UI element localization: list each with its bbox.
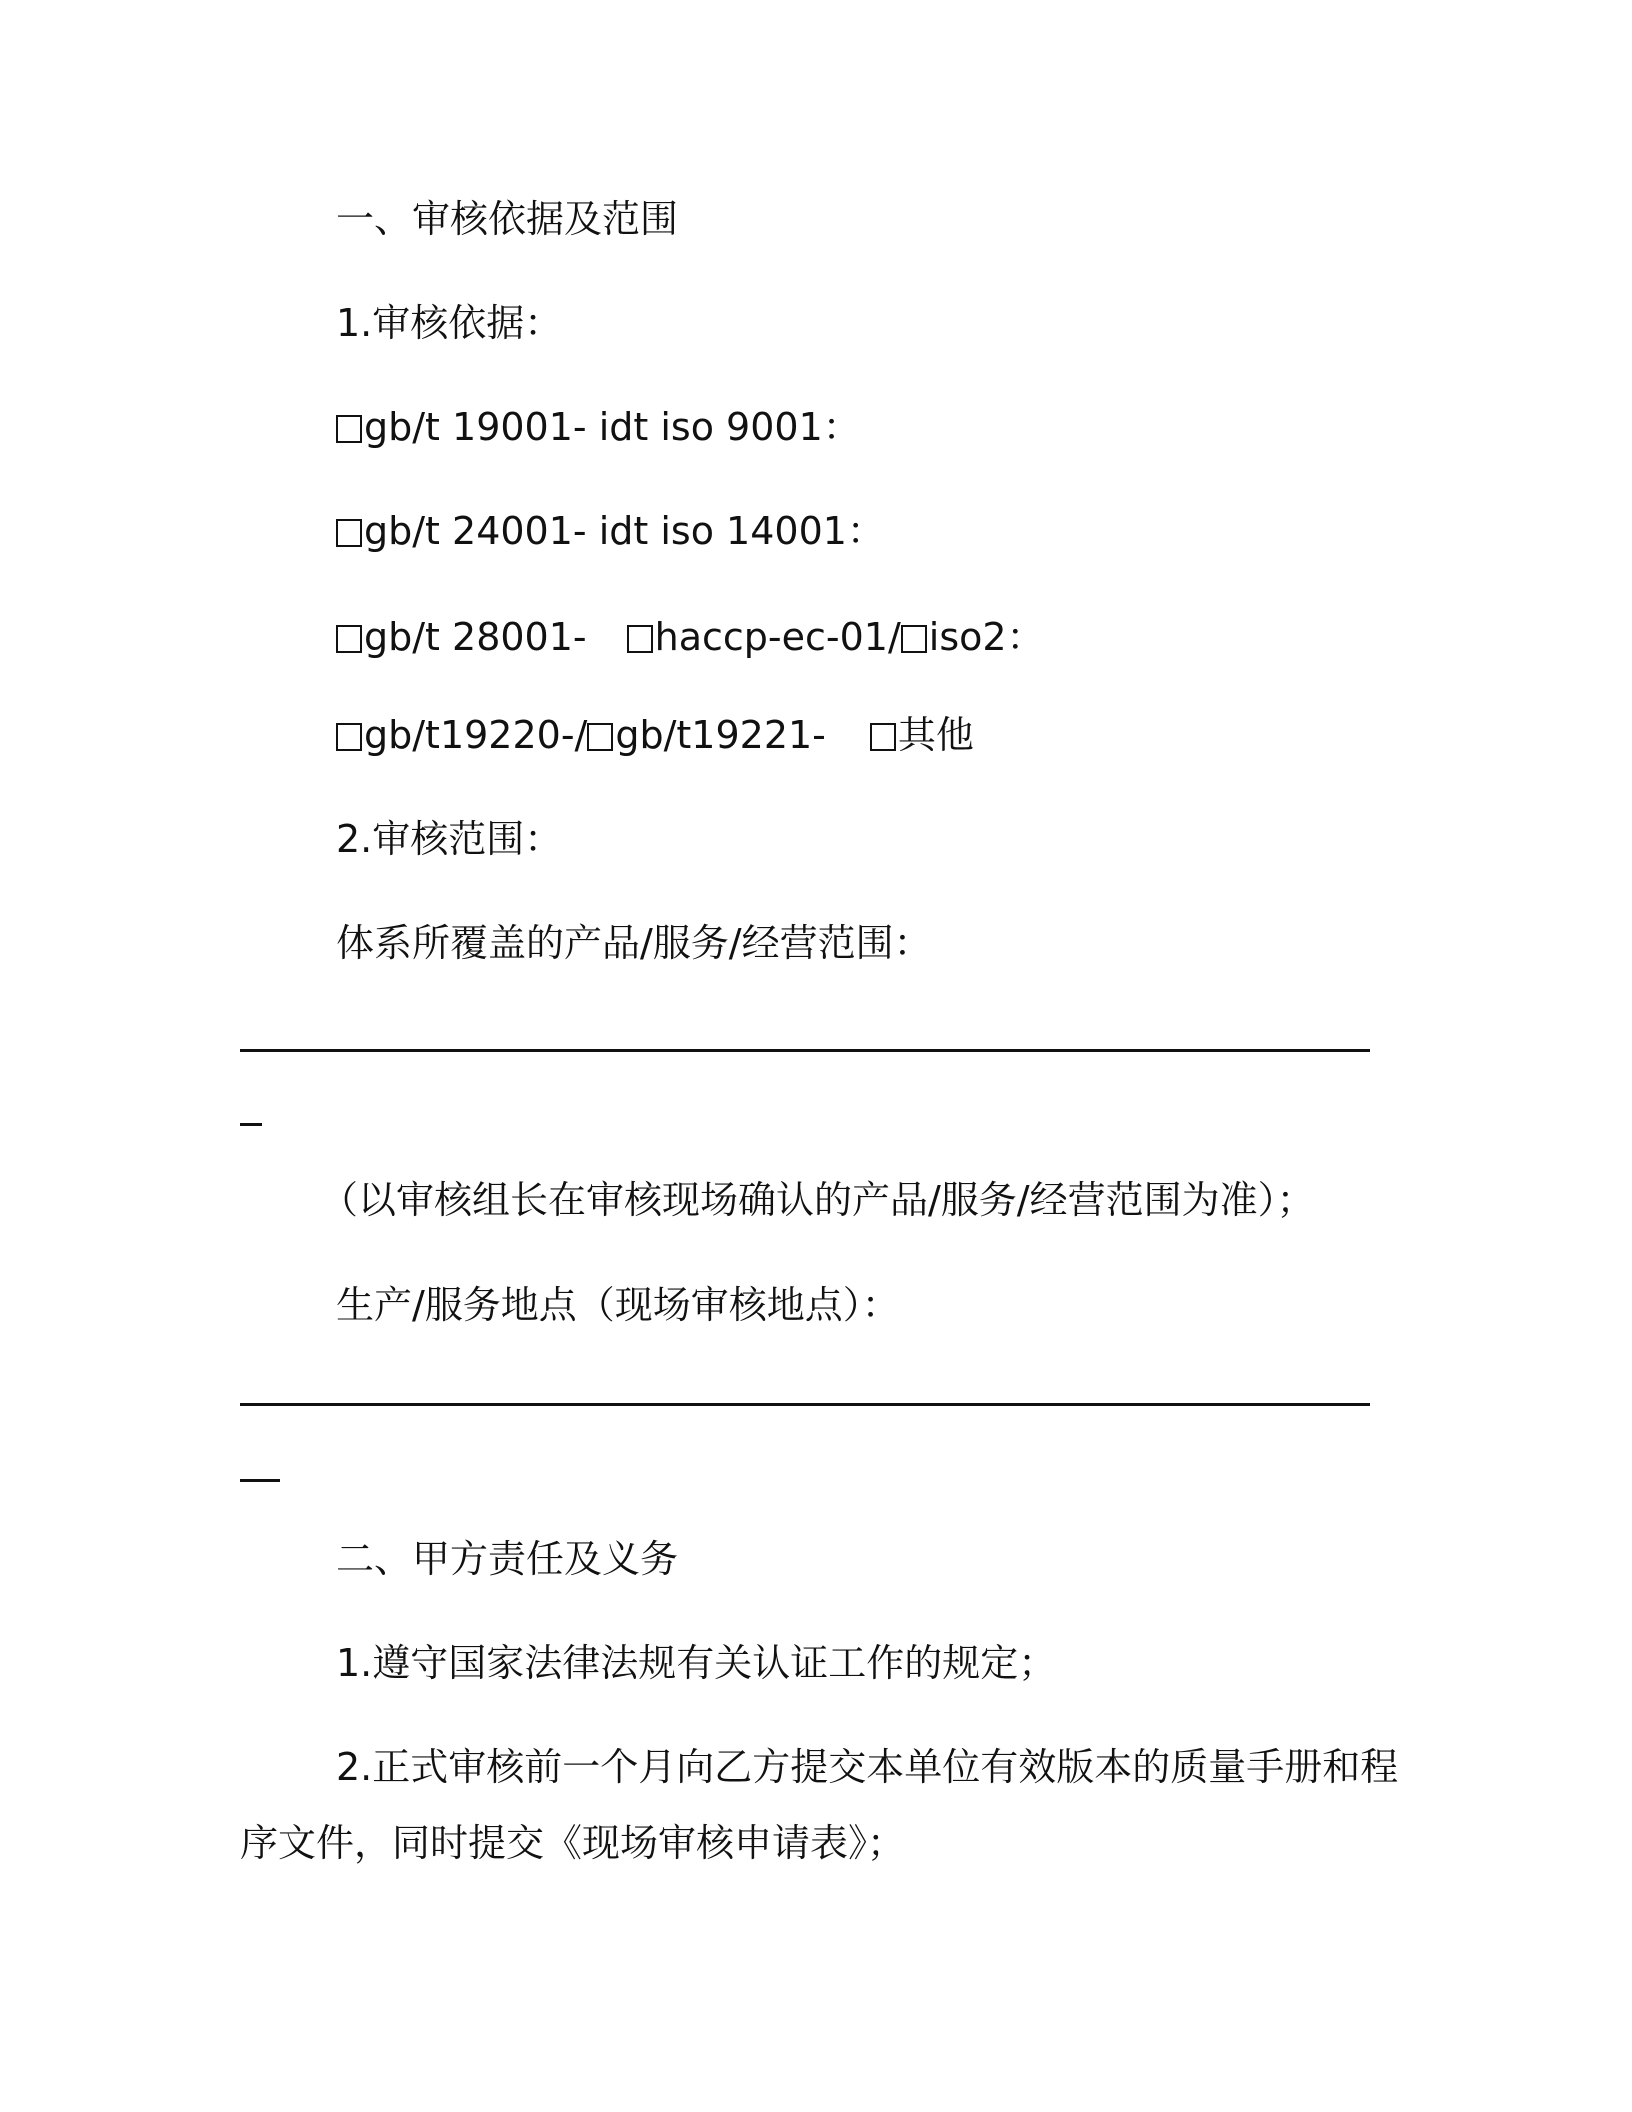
option-label: 其他 [897,713,974,757]
fill-in-line[interactable] [240,1403,1370,1406]
scope-note: （以审核组长在审核现场确认的产品/服务/经营范围为准）； [320,1178,1315,1222]
checkbox[interactable] [336,625,362,653]
duty-item-2-line1: 2.正式审核前一个月向乙方提交本单位有效版本的质量手册和程 [336,1745,1399,1789]
checkbox[interactable] [870,723,896,751]
option-label: gb/t 19001- idt iso 9001： [364,405,861,449]
checkbox[interactable] [336,519,362,547]
checkbox[interactable] [587,723,613,751]
checkbox[interactable] [627,625,653,653]
option-label: iso2： [928,615,1045,659]
checkbox[interactable] [336,415,362,443]
site-label: 生产/服务地点（现场审核地点）： [336,1283,900,1327]
basis-option-iso9001 [336,404,861,450]
fill-in-line-continuation [240,1479,280,1482]
section1-heading: 一、审核依据及范围 [336,197,679,241]
duty-item-1: 1.遵守国家法律法规有关认证工作的规定； [336,1641,1057,1685]
fill-in-line-continuation [240,1123,262,1126]
scope-label: 体系所覆盖的产品/服务/经营范围： [336,921,932,965]
option-label: gb/t 24001- idt iso 14001： [364,509,885,553]
checkbox[interactable] [901,625,927,653]
basis-title: 1.审核依据： [336,301,563,345]
option-label: haccp-ec-01/ [654,615,901,659]
option-label: gb/t19220-/ [364,713,588,757]
fill-in-line[interactable] [240,1049,1370,1052]
basis-option-row4 [336,712,974,758]
checkbox[interactable] [336,723,362,751]
option-label: gb/t 28001- [364,615,587,659]
basis-option-row3 [336,614,1045,660]
section2-heading: 二、甲方责任及义务 [336,1537,679,1581]
option-label: gb/t19221- [615,713,826,757]
scope-title: 2.审核范围： [336,817,563,861]
duty-item-2-line2: 序文件，同时提交《现场审核申请表》； [240,1821,906,1865]
basis-option-iso14001 [336,508,885,554]
